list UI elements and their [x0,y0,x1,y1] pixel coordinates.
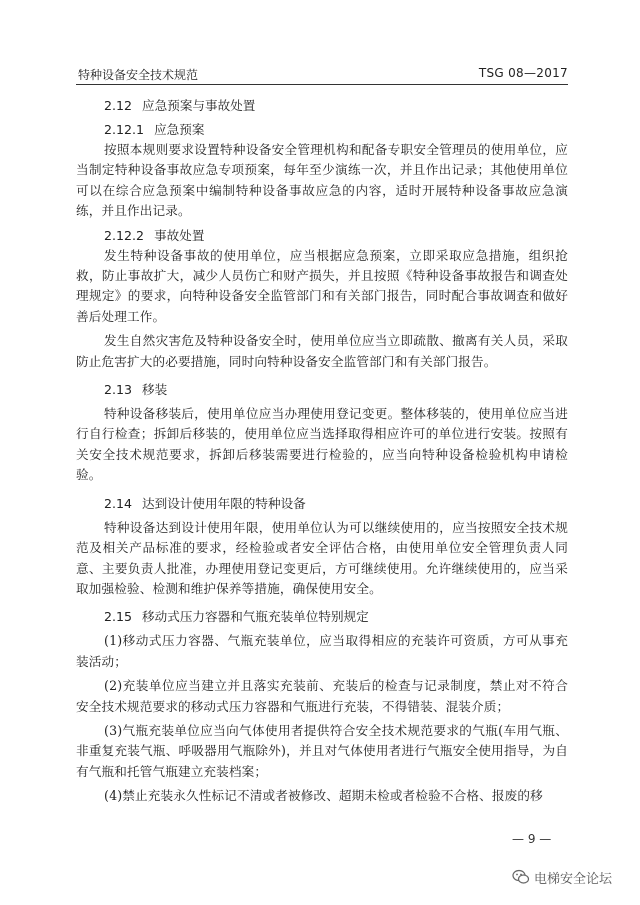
section-heading-2-12-2: 2.12.2 事故处置 [104,227,205,243]
watermark-text: 电梯安全论坛 [534,871,613,887]
list-item-2: (2)充装单位应当建立并且落实充装前、充装后的检查与记录制度，禁止对不符合安全技术规范要求的移动式压力容器和气瓶进行充装，不得错装、混装介质； [76,678,568,714]
header-spec-title: 特种设备安全技术规范 [78,68,199,82]
list-item-3: (3)气瓶充装单位应当向气体使用者提供符合安全技术规范要求的气瓶(车用气瓶、非重复充装气瓶、呼吸器用气瓶除外)，并且对气体使用者进行气瓶安全使用指导，为自有气瓶和托管气瓶建立充装档案； [76,722,568,779]
list-item-4: (4)禁止充装永久性标记不清或者被修改、超期未检或者检验不合格、报废的移 [104,788,543,804]
paragraph-emergency-plan: 按照本规则要求设置特种设备安全管理机构和配备专职安全管理员的使用单位，应当制定特种设备事故应急专项预案，每年至少演练一次，并且作出记录；其他使用单位可以在综合应急预案中编制特种设备事故应急的内容，适时开展特种设备事故应急演练，并且作出记录。 [76,142,568,219]
section-heading-2-12-1: 2.12.1 应急预案 [104,122,205,137]
list-item-1: (1)移动式压力容器、气瓶充装单位，应当取得相应的充装许可资质，方可从事充装活动； [76,633,568,669]
paragraph-relocation: 特种设备移装后，使用单位应当办理使用登记变更。整体移装的，使用单位应当进行自行检查；拆卸后移装的，使用单位应当选择取得相应许可的单位进行安装。按照有关安全技术规范要求，拆卸后移装需要进行检验的，应当向特种设备检验机构申请检验。 [76,406,568,483]
section-heading-2-12: 2.12 应急预案与事故处置 [104,98,256,113]
section-heading-2-15: 2.15 移动式压力容器和气瓶充装单位特别规定 [104,609,369,625]
paragraph-accident-handling: 发生特种设备事故的使用单位，应当根据应急预案，立即采取应急措施，组织抢救，防止事故扩大，减少人员伤亡和财产损失，并且按照《特种设备事故报告和调查处理规定》的要求，向特种设备安全监管部门和有关部门报告，同时配合事故调查和做好善后处理工作。 [76,247,568,324]
page-number: — 9 — [512,832,552,846]
watermark [512,866,612,888]
paragraph-design-life: 特种设备达到设计使用年限，使用单位认为可以继续使用的，应当按照安全技术规范及相关产品标准的要求，经检验或者安全评估合格，由使用单位安全管理负责人同意、主要负责人批准，办理使用登记变更后，方可继续使用。允许继续使用的，应当采取加强检验、检测和维护保养等措施，确保使用安全。 [76,519,568,596]
header-spec-code: TSG 08—2017 [478,66,568,80]
page-header [76,62,568,85]
wechat-icon [512,869,530,885]
section-heading-2-14: 2.14 达到设计使用年限的特种设备 [104,495,306,511]
document-body [76,96,568,807]
paragraph-natural-disaster: 发生自然灾害危及特种设备安全时，使用单位应当立即疏散、撤离有关人员，采取防止危害扩大的必要措施，同时向特种设备安全监管部门和有关部门报告。 [76,333,568,369]
section-heading-2-13: 2.13 移装 [104,382,168,398]
